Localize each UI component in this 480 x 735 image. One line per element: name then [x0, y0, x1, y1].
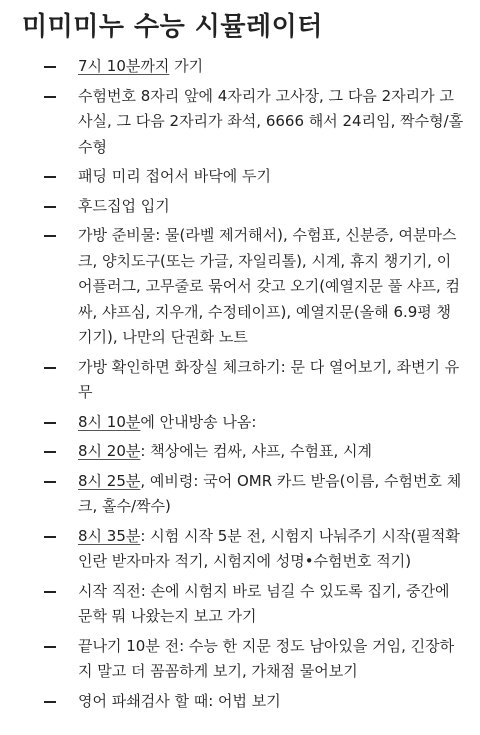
list-item — [0, 689, 480, 715]
dash-bullet-icon — [44, 96, 56, 98]
list-item — [0, 194, 480, 220]
dash-bullet-icon — [44, 646, 56, 648]
list-item — [0, 84, 480, 161]
item-text: : 시험 시작 5분 전, 시험지 나눠주기 시작(필적확인란 받자마자 적기, 시험지에 성명•수험번호 적기) — [78, 526, 460, 570]
bullet-list — [0, 54, 480, 714]
item-text: 시작 직전: 손에 시험지 바로 넘길 수 있도록 집기, 중간에 문학 뭐 나왔는지 보고 가기 — [78, 581, 450, 625]
list-item — [0, 223, 480, 351]
dash-bullet-icon — [44, 235, 56, 237]
dash-bullet-icon — [44, 591, 56, 593]
item-text: 패딩 미리 접어서 바닥에 두기 — [78, 167, 271, 185]
list-item — [0, 439, 480, 465]
dash-bullet-icon — [44, 66, 56, 68]
dash-bullet-icon — [44, 176, 56, 178]
list-item — [0, 355, 480, 406]
dash-bullet-icon — [44, 701, 56, 703]
dash-bullet-icon — [44, 422, 56, 424]
item-text: 가방 확인하면 화장실 체크하기: 문 다 열어보기, 좌변기 유무 — [78, 357, 460, 401]
item-lead: 8시 35분 — [78, 526, 141, 545]
item-lead: 8시 10분 — [78, 412, 141, 431]
item-text: 끝나기 10분 전: 수능 한 지문 정도 남아있을 거임, 긴장하지 말고 더 꼼꼼하게 보기, 가채점 물어보기 — [78, 636, 455, 680]
item-text: , 예비령: 국어 OMR 카드 받음(이름, 수험번호 체크, 홀수/짝수) — [78, 471, 462, 515]
dash-bullet-icon — [44, 481, 56, 483]
item-lead: 7시 10분까지 — [78, 57, 170, 75]
list-item — [0, 524, 480, 575]
list-item — [0, 469, 480, 520]
dash-bullet-icon — [44, 367, 56, 369]
list-item — [0, 164, 480, 190]
list-item — [0, 410, 480, 436]
item-text: 수험번호 8자리 앞에 4자리가 고사장, 그 다음 2자리가 고사실, 그 다음 2자리가 좌석, 6666 해서 24리임, 짝수형/홀수형 — [78, 86, 464, 156]
page-title: 미미미누 수능 시뮬레이터 — [22, 12, 323, 42]
item-text: 에 안내방송 나옴: — [140, 412, 257, 431]
item-text: 가기 — [169, 57, 204, 75]
item-text: 후드집업 입기 — [78, 196, 170, 215]
list-item — [0, 634, 480, 685]
dash-bullet-icon — [44, 536, 56, 538]
dash-bullet-icon — [44, 451, 56, 453]
item-lead: 8시 25분 — [78, 471, 141, 490]
list-item — [0, 579, 480, 630]
item-text: 영어 파쇄검사 할 때: 어법 보기 — [78, 691, 281, 710]
item-text: 가방 준비물: 물(라벨 제거해서), 수험표, 신분증, 여분마스크, 양치도구(또는 가글, 자일리톨), 시계, 휴지 챙기기, 이어플러그, 고무줄로 묶어서 갖고 오기(예열지문 풀 샤프, 컴싸, 샤프심, 지우개, 수정테이프), 예열지문(올해 6.9평 챙기기), 나만의 단권화 노트 — [78, 226, 461, 346]
list-item — [0, 54, 480, 80]
item-lead: 8시 20분 — [78, 442, 141, 460]
dash-bullet-icon — [44, 206, 56, 208]
item-text: : 책상에는 컴싸, 샤프, 수험표, 시계 — [140, 442, 372, 460]
